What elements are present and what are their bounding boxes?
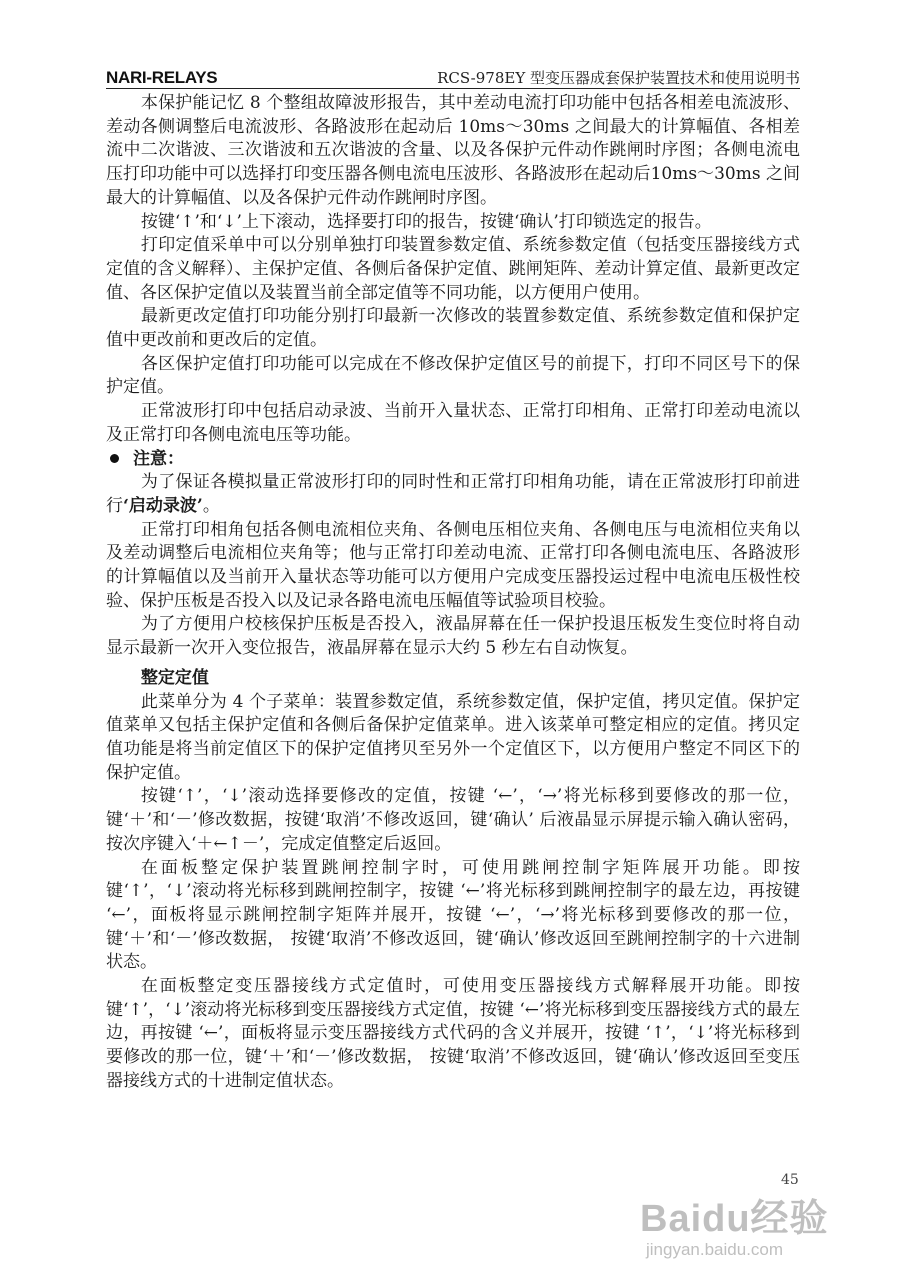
- watermark-url: jingyan.baidu.com: [646, 1240, 784, 1259]
- note-paragraph: [106, 471, 800, 518]
- section-paragraph: 此菜单分为 4 个子菜单：装置参数定值，系统参数定值，保护定值，拷贝定值。保护定值菜单又包括主保护定值和各侧后备保护定值菜单。进入该菜单可整定相应的定值。拷贝定值功能是将当前定值区下的保护定值拷贝至另外一个定值区下，以方便用户整定不同区下的保护定值。: [106, 691, 800, 783]
- page-body: [106, 92, 800, 1094]
- note-emphasis: ‘启动录波’: [123, 495, 203, 516]
- baidu-watermark: [640, 1198, 829, 1260]
- paragraph: 各区保护定值打印功能可以完成在不修改保护定值区号的前提下，打印不同区号下的保护定值。: [106, 353, 800, 398]
- note-paragraph: 正常打印相角包括各侧电流相位夹角、各侧电压相位夹角、各侧电压与电流相位夹角以及差动调整后电流相位夹角等；他与正常打印差动电流、正常打印各侧电流电压、各路波形的计算幅值以及当前开入量状态等功能可以方便用户完成变压器投运过程中电流电压极性校验、保护压板是否投入以及记录各路电流电压幅值等试验项目校验。: [106, 519, 800, 611]
- paragraph: 最新更改定值打印功能分别打印最新一次修改的装置参数定值、系统参数定值和保护定值中更改前和更改后的定值。: [106, 306, 800, 351]
- paragraph: 本保护能记忆 8 个整组故障波形报告，其中差动电流打印功能中包括各相差电流波形、差动各侧调整后电流波形、各路波形在起动后 10ms～30ms 之间最大的计算幅值、各相差流中二次谐波、三次谐波和五次谐波的含量、以及各保护元件动作跳闸时序图；各侧电流电压打印功能中可以选择打印变压器各侧电流电压波形、各路波形在起动后10ms～30ms 之间最大的计算幅值、以及各保护元件动作跳闸时序图。: [106, 93, 800, 208]
- paragraph: 打印定值采单中可以分别单独打印装置参数定值、系统参数定值（包括变压器接线方式定值的含义解释）、主保护定值、各侧后备保护定值、跳闸矩阵、差动计算定值、最新更改定值、各区保护定值以及装置当前全部定值等不同功能，以方便用户使用。: [106, 235, 800, 303]
- section-heading: 整定定值: [140, 667, 209, 688]
- note-text: 为了保证各模拟量正常波形打印的同时性和正常打印相角功能，请在正常波形打印前进行: [106, 472, 800, 516]
- note-paragraph: 为了方便用户校核保护压板是否投入，液晶屏幕在任一保护投退压板发生变位时将自动显示最新一次开入变位报告，液晶屏幕在显示大约 5 秒左右自动恢复。: [106, 614, 800, 659]
- watermark-logo: Baidu经验: [640, 1198, 829, 1240]
- note-text-end: 。: [202, 495, 220, 516]
- page-number: 45: [781, 1172, 799, 1188]
- section-paragraph: 按键‘↑’，‘↓’滚动选择要修改的定值，按键 ‘←’，‘→’将光标移到要修改的那一位，键‘＋’和‘－’修改数据，按键‘取消’不修改返回，键‘确认’ 后液晶显示屏提示输入确认密码，按次序键入‘＋←↑－’，完成定值整定后返回。: [106, 786, 800, 854]
- paragraph: 按键‘↑’和‘↓’上下滚动，选择要打印的报告，按键‘确认’打印锁选定的报告。: [140, 211, 712, 232]
- section-paragraph: 在面板整定变压器接线方式定值时，可使用变压器接线方式解释展开功能。即按键‘↑’，‘↓’滚动将光标移到变压器接线方式定值，按键 ‘←’将光标移到变压器接线方式的最左边，再按键 ‘←’，面板将显示变压器接线方式代码的含义并展开，按键 ‘↑’，‘↓’将光标移到要修改的那一位，键‘＋’和‘－’修改数据， 按键‘取消’不修改返回，键‘确认’修改返回至变压器接线方式的十进制定值状态。: [106, 976, 800, 1091]
- brand-logo: NARI-RELAYS: [106, 68, 218, 87]
- note-heading: [106, 448, 800, 472]
- bullet-icon: [110, 454, 119, 463]
- paragraph: 正常波形打印中包括启动录波、当前开入量状态、正常打印相角、正常打印差动电流以及正常打印各侧电流电压等功能。: [106, 401, 800, 445]
- section-paragraph: 在面板整定保护装置跳闸控制字时，可使用跳闸控制字矩阵展开功能。即按键‘↑’，‘↓’滚动将光标移到跳闸控制字，按键 ‘←’将光标移到跳闸控制字的最左边，再按键 ‘←’，面板将显示跳闸控制字矩阵并展开，按键 ‘←’，‘→’将光标移到要修改的那一位，键‘＋’和‘－’修改数据， 按键‘取消’不修改返回，键‘确认’修改返回至跳闸控制字的十六进制状态。: [106, 857, 800, 973]
- note-label: 注意：: [133, 448, 184, 469]
- page-header: [106, 66, 800, 89]
- document-title: RCS-978EY 型变压器成套保护装置技术和使用说明书: [437, 69, 800, 87]
